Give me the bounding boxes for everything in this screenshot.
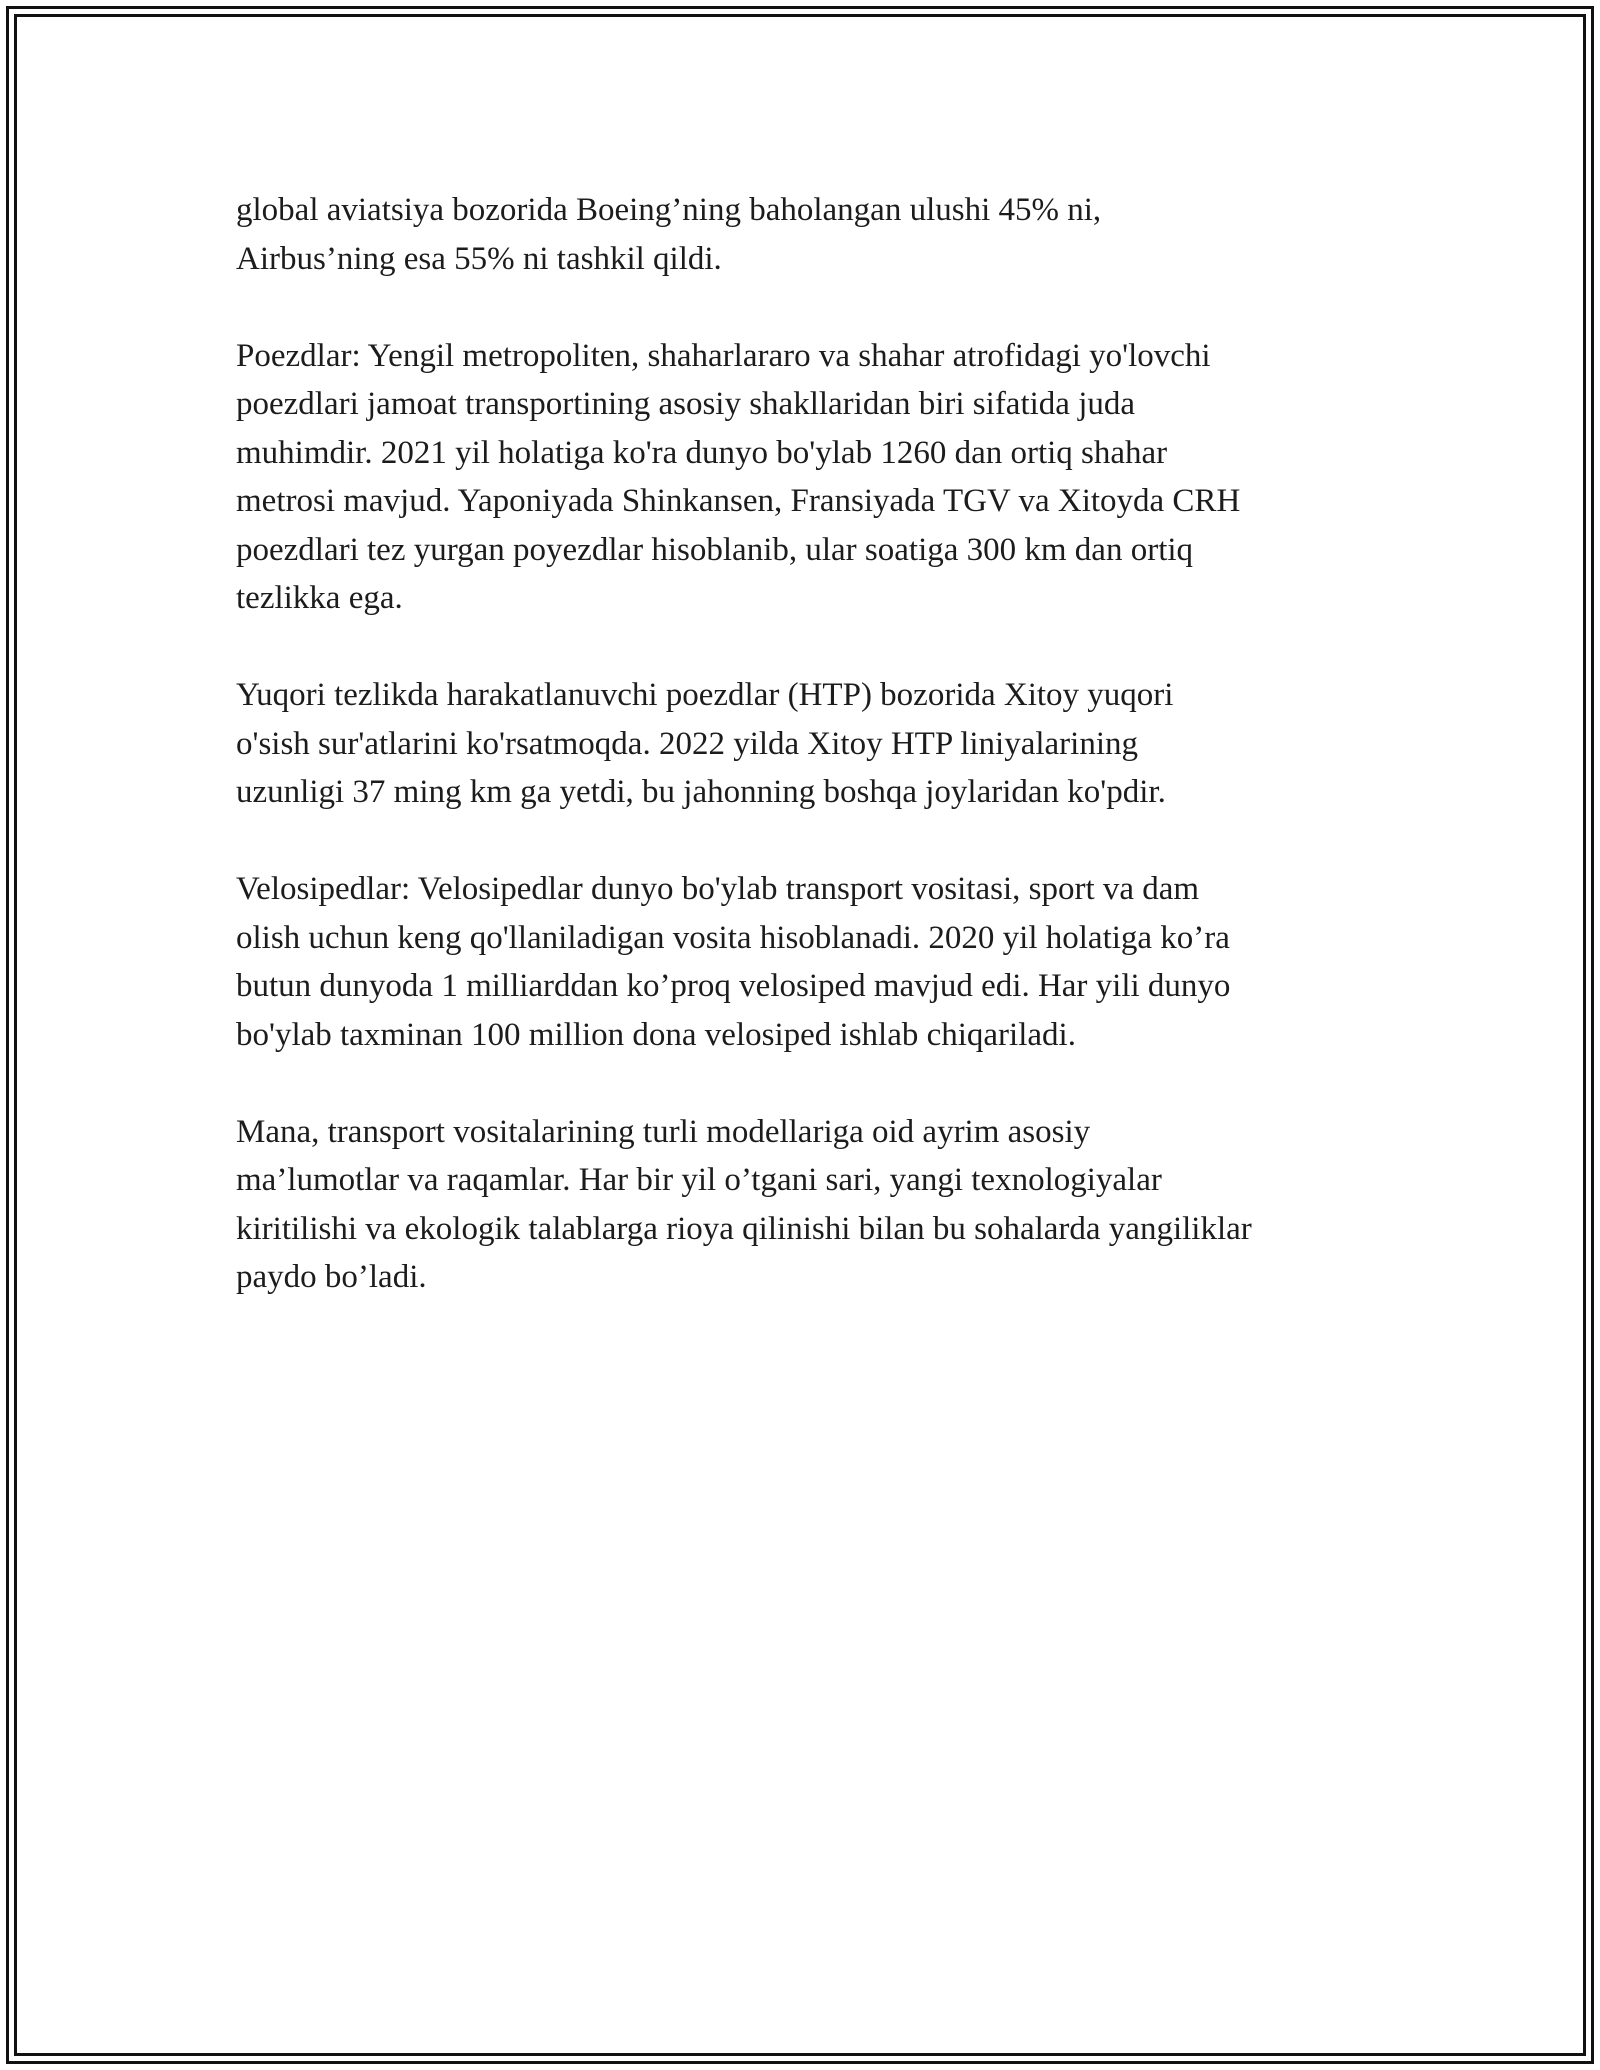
text-line: Airbus’ning esa 55% ni tashkil qildi. xyxy=(236,240,722,277)
paragraph-aviation xyxy=(236,186,1386,283)
text-line: global aviatsiya bozorida Boeing’ning baholangan ulushi 45% ni, xyxy=(236,192,1102,228)
text-line: poezdlari jamoat transportining asosiy shakllaridan biri sifatida juda xyxy=(236,386,1136,422)
document-body xyxy=(236,186,1386,1350)
text-line: Velosipedlar: Velosipedlar dunyo bo'ylab transport vositasi, sport va dam xyxy=(236,871,1200,907)
text-line: paydo bo’ladi. xyxy=(236,1259,427,1295)
text-line: muhimdir. 2021 yil holatiga ko'ra dunyo bo'ylab 1260 dan ortiq shahar xyxy=(236,434,1168,471)
text-line: ma’lumotlar va raqamlar. Har bir yil o’tgani sari, yangi texnologiyalar xyxy=(236,1162,1162,1198)
text-line: olish uchun keng qo'llaniladigan vosita hisoblanadi. 2020 yil holatiga ko’ra xyxy=(236,919,1230,956)
text-line: butun dunyoda 1 milliarddan ko’proq velosiped mavjud edi. Har yili dunyo xyxy=(236,968,1231,1004)
text-line: bo'ylab taxminan 100 million dona velosiped ishlab chiqariladi. xyxy=(236,1016,1076,1053)
paragraph-conclusion xyxy=(236,1108,1386,1302)
paragraph-high-speed-trains xyxy=(236,671,1386,817)
text-line: metrosi mavjud. Yaponiyada Shinkansen, Fransiyada TGV va Xitoyda CRH xyxy=(236,483,1241,519)
text-line: Mana, transport vositalarining turli modellariga oid ayrim asosiy xyxy=(236,1113,1091,1150)
text-line: kiritilishi va ekologik talablarga rioya qilinishi bilan bu sohalarda yangiliklar xyxy=(236,1210,1252,1247)
paragraph-bicycles xyxy=(236,865,1386,1059)
text-line: o'sish sur'atlarini ko'rsatmoqda. 2022 yilda Xitoy HTP liniyalarining xyxy=(236,725,1139,762)
text-line: tezlikka ega. xyxy=(236,580,403,616)
text-line: Poezdlar: Yengil metropoliten, shaharlararo va shahar atrofidagi yo'lovchi xyxy=(236,337,1211,374)
paragraph-trains xyxy=(236,332,1386,623)
text-line: uzunligi 37 ming km ga yetdi, bu jahonning boshqa joylaridan ko'pdir. xyxy=(236,774,1166,810)
text-line: poezdlari tez yurgan poyezdlar hisoblanib, ular soatiga 300 km dan ortiq xyxy=(236,531,1194,568)
text-line: Yuqori tezlikda harakatlanuvchi poezdlar (HTP) bozorida Xitoy yuqori xyxy=(236,677,1174,713)
